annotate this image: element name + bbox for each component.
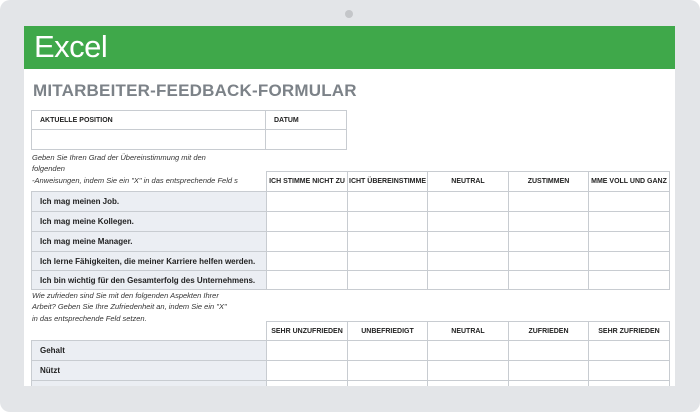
col-header-agree: ZUSTIMMEN xyxy=(508,171,589,192)
col-header-agree-strongly: MME VOLL UND GANZ xyxy=(588,171,670,192)
aspect-row-answer-cell[interactable] xyxy=(347,340,428,361)
col-header-very-dissatisfied: SEHR UNZUFRIEDEN xyxy=(266,321,348,341)
statement-row-answer-cell[interactable] xyxy=(508,251,589,271)
statement-row-answer-cell[interactable] xyxy=(508,191,589,212)
statement-row-answer-cell[interactable] xyxy=(427,231,509,252)
aspect-row-answer-cell[interactable] xyxy=(508,340,589,361)
statement-row-answer-cell[interactable] xyxy=(588,251,670,271)
col-header-dissatisfied: UNBEFRIEDIGT xyxy=(347,321,428,341)
aspect-row-answer-cell[interactable] xyxy=(427,340,509,361)
aspect-row-answer-cell[interactable] xyxy=(347,360,428,381)
aspect-row-answer-cell[interactable] xyxy=(266,360,348,381)
instruction-1-line-3: -Anweisungen, indem Sie ein "X" in das entsprechende Feld s xyxy=(32,176,238,185)
aspect-row-answer-cell[interactable] xyxy=(427,360,509,381)
aspect-row-answer-cell[interactable] xyxy=(427,380,509,386)
statement-row-answer-cell[interactable] xyxy=(266,231,348,252)
instruction-2-line-1: Wie zufrieden sind Sie mit den folgenden Aspekten Ihrer xyxy=(32,291,219,300)
aspect-row-label: Gehalt xyxy=(31,340,267,361)
app-banner xyxy=(24,26,675,69)
date-field[interactable] xyxy=(265,129,347,150)
statement-row-answer-cell[interactable] xyxy=(347,231,428,252)
statement-row-answer-cell[interactable] xyxy=(427,251,509,271)
statement-row-answer-cell[interactable] xyxy=(508,270,589,290)
aspect-row-answer-cell[interactable] xyxy=(588,340,670,361)
statement-row-answer-cell[interactable] xyxy=(588,231,670,252)
statement-row-label: Ich mag meinen Job. xyxy=(31,191,267,212)
aspect-row-label xyxy=(31,380,267,386)
aspect-row-answer-cell[interactable] xyxy=(347,380,428,386)
statement-row-answer-cell[interactable] xyxy=(508,211,589,232)
statement-row-answer-cell[interactable] xyxy=(347,251,428,271)
statement-row-answer-cell[interactable] xyxy=(588,191,670,212)
statement-row-answer-cell[interactable] xyxy=(347,191,428,212)
col-header-neutral: NEUTRAL xyxy=(427,171,509,192)
position-label: AKTUELLE POSITION xyxy=(31,110,266,130)
aspect-row-answer-cell[interactable] xyxy=(588,380,670,386)
statement-row-label: Ich lerne Fähigkeiten, die meiner Karriere helfen werden. xyxy=(31,251,267,271)
spreadsheet-screen xyxy=(24,26,675,386)
statement-row-answer-cell[interactable] xyxy=(347,211,428,232)
statement-row-answer-cell[interactable] xyxy=(266,211,348,232)
aspect-row-answer-cell[interactable] xyxy=(266,380,348,386)
aspect-row-answer-cell[interactable] xyxy=(508,360,589,381)
aspect-row-answer-cell[interactable] xyxy=(508,380,589,386)
aspect-row-answer-cell[interactable] xyxy=(588,360,670,381)
position-field[interactable] xyxy=(31,129,266,150)
col-header-disagree: ICHT ÜBEREINSTIMME xyxy=(347,171,428,192)
statement-row-answer-cell[interactable] xyxy=(266,191,348,212)
instruction-1-line-2: folgenden xyxy=(32,164,65,173)
statement-row-answer-cell[interactable] xyxy=(266,270,348,290)
statement-row-answer-cell[interactable] xyxy=(427,211,509,232)
app-name: Excel xyxy=(34,29,108,64)
statement-row-answer-cell[interactable] xyxy=(347,270,428,290)
statement-row-answer-cell[interactable] xyxy=(427,270,509,290)
statement-row-answer-cell[interactable] xyxy=(508,231,589,252)
instruction-1-line-1: Geben Sie Ihren Grad der Übereinstimmung mit den xyxy=(32,153,206,162)
col-header-satisfied: ZUFRIEDEN xyxy=(508,321,589,341)
col-header-very-satisfied: SEHR ZUFRIEDEN xyxy=(588,321,670,341)
statement-row-label: Ich mag meine Manager. xyxy=(31,231,267,252)
statement-row-answer-cell[interactable] xyxy=(427,191,509,212)
aspect-row-label: Nützt xyxy=(31,360,267,381)
instruction-2-line-2: Arbeit? Geben Sie Ihre Zufriedenheit an, indem Sie ein "X" xyxy=(32,302,227,311)
date-label: DATUM xyxy=(265,110,347,130)
statement-row-label: Ich bin wichtig für den Gesamterfolg des Unternehmens. xyxy=(31,270,267,290)
camera-dot xyxy=(345,10,353,18)
statement-row-label: Ich mag meine Kollegen. xyxy=(31,211,267,232)
form-title: MITARBEITER-FEEDBACK-FORMULAR xyxy=(33,81,357,100)
statement-row-answer-cell[interactable] xyxy=(266,251,348,271)
instruction-2-line-3: in das entsprechende Feld setzen. xyxy=(32,314,147,323)
statement-row-answer-cell[interactable] xyxy=(588,211,670,232)
aspect-row-answer-cell[interactable] xyxy=(266,340,348,361)
col-header-disagree-strongly: ICH STIMME NICHT ZU xyxy=(266,171,348,192)
col-header-neutral-2: NEUTRAL xyxy=(427,321,509,341)
statement-row-answer-cell[interactable] xyxy=(588,270,670,290)
